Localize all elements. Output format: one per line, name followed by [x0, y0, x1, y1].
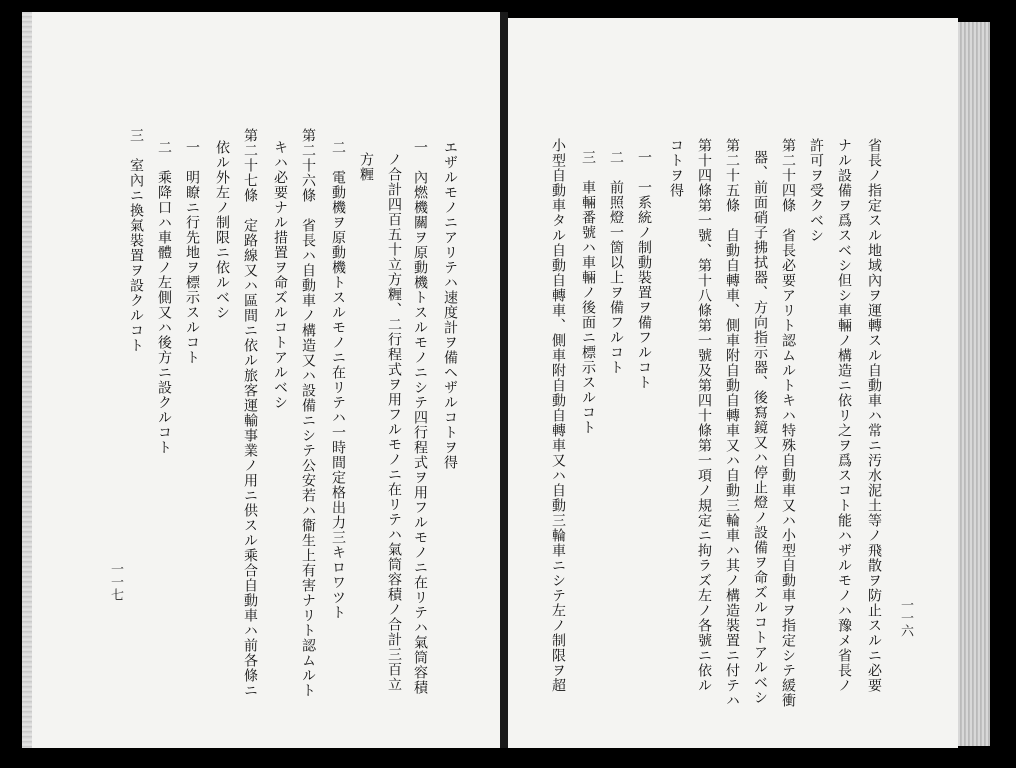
- text-line: 一 明瞭ニ行先地ヲ標示スルコト: [184, 140, 200, 365]
- book-gutter: [500, 12, 508, 748]
- left-page: [22, 12, 500, 748]
- page-stack-edge: [958, 22, 990, 746]
- text-line: キハ必要ナル措置ヲ命ズルコトアルベシ: [272, 140, 288, 410]
- page-edge-texture: [22, 12, 32, 748]
- text-line: 一 內燃機關ヲ原動機トスルモノニシテ四行程式ヲ用フルモノニ在リテハ氣筒容積: [412, 140, 428, 695]
- text-line: 第二十七條 定路線又ハ區間ニ依ル旅客運輸事業ノ用ニ供スル乘合自動車ハ前各條ニ: [242, 128, 258, 698]
- text-line: 第二十五條 自動自轉車、側車附自動自轉車又ハ自動三輪車ハ其ノ構造裝置ニ付テハ: [724, 138, 740, 708]
- text-line: 二 乘降口ハ車體ノ左側又ハ後方ニ設クルコト: [156, 140, 172, 455]
- text-line: 小型自動車タル自動自轉車、側車附自動自轉車又ハ自動三輪車ニシテ左ノ制限ヲ超: [550, 138, 566, 693]
- text-line: エザルモノニアリテハ速度計ヲ備ヘザルコトヲ得: [442, 140, 458, 470]
- text-line: コトヲ得: [668, 138, 684, 198]
- text-line: 三 車輛番號ハ車輛ノ後面ニ標示スルコト: [580, 150, 596, 435]
- text-line: 二 前照燈一箇以上ヲ備フルコト: [608, 150, 624, 375]
- text-line: ノ合計四百五十立方糎、二行程式ヲ用フルモノニ在リテハ氣筒容積ノ合計三百立: [386, 152, 402, 692]
- text-line: 第二十四條 省長必要アリト認ムルトキハ特殊自動車又ハ小型自動車ヲ指定シテ緩衝: [780, 138, 796, 708]
- text-line: 省長ノ指定スル地域內ヲ運轉スル自動車ハ常ニ汚水泥土等ノ飛散ヲ防止スルニ必要: [866, 138, 882, 693]
- right-page: [508, 18, 958, 748]
- page-number: 一一七: [108, 562, 123, 601]
- text-line: ナル設備ヲ爲スベシ但シ車輛ノ構造ニ依リ之ヲ爲スコト能ハザルモノハ豫メ省長ノ: [836, 138, 852, 693]
- text-line: 方糎: [358, 152, 374, 182]
- text-line: 第二十六條 省長ハ自動車ノ構造又ハ設備ニシテ公安若ハ衞生上有害ナリト認ムルト: [300, 128, 316, 698]
- text-line: 依ル外左ノ制限ニ依ルベシ: [214, 140, 230, 320]
- text-line: 三 室內ニ換氣裝置ヲ設クルコト: [128, 128, 144, 353]
- page-number: 一一六: [898, 598, 913, 637]
- text-line: 一 一系統ノ制動裝置ヲ備フルコト: [636, 150, 652, 390]
- text-line: 第十四條第一號、第十八條第一號及第四十條第一項ノ規定ニ拘ラズ左ノ各號ニ依ル: [696, 138, 712, 693]
- text-line: 二 電動機ヲ原動機トスルモノニ在リテハ一時間定格出力三キロワツト: [330, 140, 346, 620]
- text-line: 許可ヲ受クベシ: [808, 138, 824, 243]
- text-line: 器、前面硝子拂拭器、方向指示器、後寫鏡又ハ停止燈ノ設備ヲ命ズルコトアルベシ: [752, 150, 768, 705]
